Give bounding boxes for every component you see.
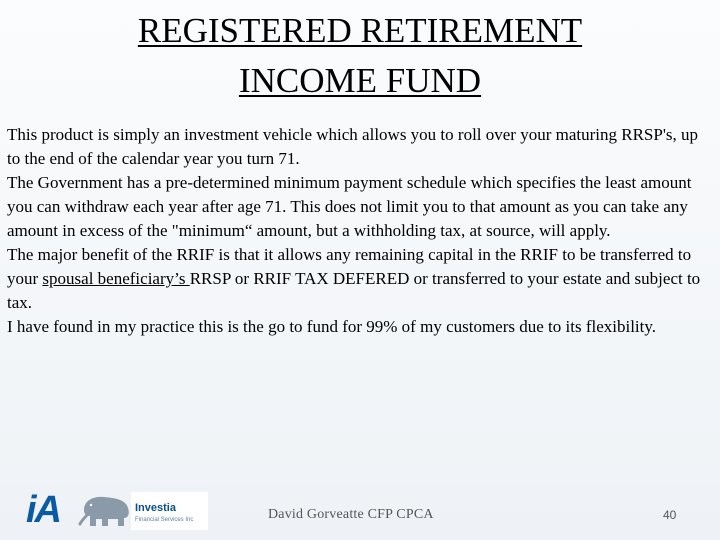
- benefit-text-end: RRSP or RRIF TAX DEFERED or transferred to your estate and subject to tax.: [7, 269, 701, 312]
- elephant-icon: [78, 494, 134, 528]
- ia-logo-mark: iA: [26, 489, 60, 531]
- paragraph-major-benefit: [7, 243, 715, 315]
- investia-tagline: Financial Services Inc: [135, 517, 194, 523]
- benefit-text-start: The major benefit of the RRIF is that it allows any remaining capital in the RRIF to be transferred to your: [7, 245, 692, 288]
- footer-author: David Gorveatte CFP CPCA: [268, 507, 434, 522]
- title-line-1: REGISTERED RETIREMENT: [137, 11, 583, 50]
- slide-body: [7, 123, 715, 339]
- paragraph-minimum-payment: The Government has a pre-determined minimum payment schedule which specifies the least amount you can withdraw each year after age 71. This does not limit you to that amount as you can take any amount in excess of the "minimum“ amount, but a withholding tax, at source, will apply.: [7, 173, 692, 240]
- paragraph-definition: This product is simply an investment vehicle which allows you to roll over your maturing RRSP's, up to the end of the calendar year you turn 71.: [7, 125, 699, 168]
- slide-title: [0, 6, 720, 106]
- ia-investia-logo: [26, 490, 208, 530]
- title-line-2: INCOME FUND: [238, 61, 482, 100]
- spousal-beneficiary-text: spousal beneficiary’s: [42, 269, 190, 288]
- investia-wordmark-box: [131, 492, 208, 530]
- paragraph-practice-note: I have found in my practice this is the go to fund for 99% of my customers due to its flexibility.: [7, 317, 657, 336]
- investia-wordmark: Investia: [135, 502, 176, 514]
- page-number: 40: [663, 508, 677, 522]
